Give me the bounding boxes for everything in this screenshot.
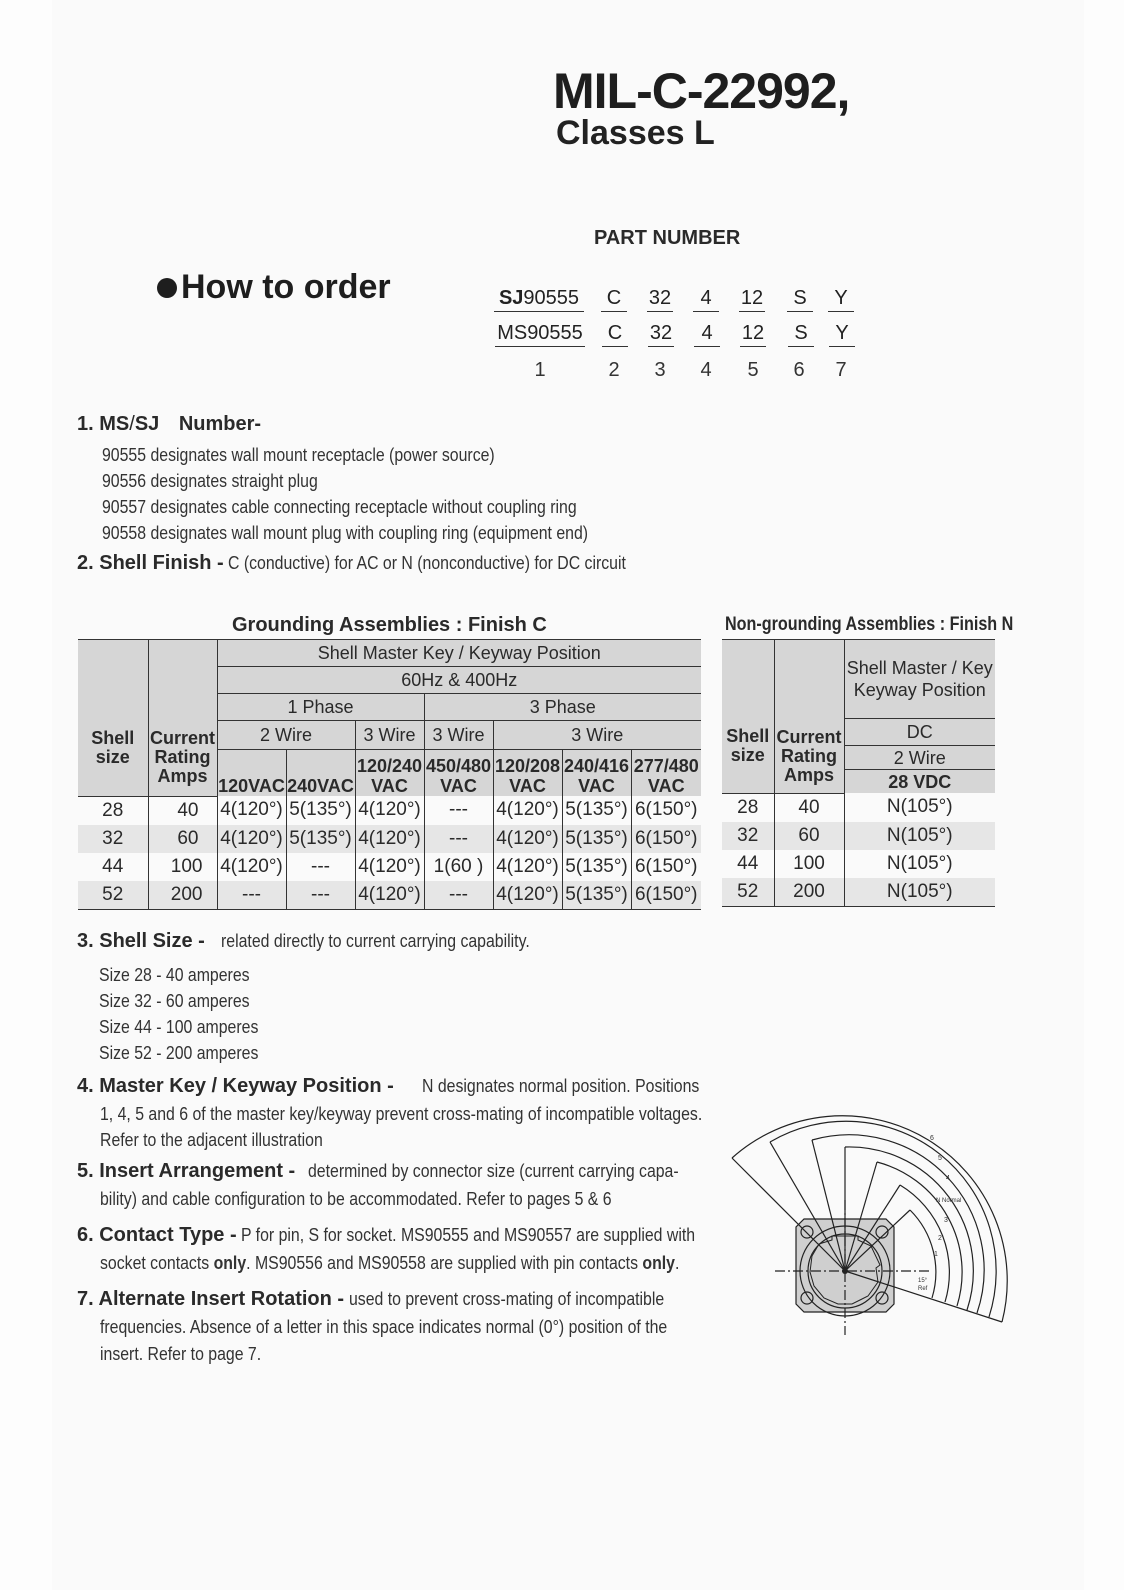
cell-value: 6(150°) — [631, 825, 701, 853]
header-text: Current — [776, 726, 842, 747]
cell-shell: 44 — [78, 853, 148, 881]
sj-number: 90555 — [523, 287, 580, 309]
section-5-text: determined by connector size (current carrying capa- — [307, 1161, 679, 1181]
header-text: Current — [149, 728, 215, 749]
header-key-position: Shell Master Key / Keyway Position — [217, 640, 701, 667]
section-2 — [77, 552, 680, 575]
header-voltage — [562, 750, 631, 797]
header-text: 277/480 — [633, 756, 699, 776]
section-number: 1. — [77, 413, 94, 435]
sj-bold: SJ — [498, 287, 524, 309]
section-5-line: bility) and cable configuration to be accommodated. Refer to pages 5 & 6 — [100, 1189, 612, 1209]
header-voltage — [286, 750, 355, 797]
section-6-heading: 6. Contact Type - — [77, 1224, 237, 1246]
header-text: 120VAC — [218, 776, 285, 796]
cell-value: 4(120°) — [493, 796, 562, 825]
header-shell-size — [722, 640, 774, 794]
position-label: 4 — [946, 1175, 950, 1182]
pn-index: 7 — [835, 359, 847, 381]
section-1-line: 90558 designates wall mount plug with coupling ring (equipment end) — [102, 523, 589, 543]
cell-value: --- — [286, 881, 355, 910]
table-row — [722, 793, 995, 822]
cell-value: 6(150°) — [631, 796, 701, 825]
pn-index: 5 — [747, 359, 759, 381]
section-7-line: frequencies. Absence of a letter in this space indicates normal (0°) position of the — [100, 1317, 668, 1337]
sj-label: SJ — [134, 413, 160, 435]
cell-value: 4(120°) — [355, 796, 424, 825]
table-row — [722, 822, 995, 850]
cell-amps: 100 — [774, 850, 844, 878]
emphasis: only — [642, 1253, 675, 1273]
cell-amps: 100 — [148, 853, 217, 881]
pn-field: 12 — [739, 287, 765, 312]
pn-field: Y — [828, 287, 854, 312]
pn-prefix-sj — [494, 287, 584, 312]
header-3-wire: 3 Wire — [493, 721, 701, 750]
header-text: 240VAC — [287, 776, 354, 796]
cell-value: N(105°) — [844, 793, 995, 822]
nongrounding-table — [722, 639, 995, 907]
mount-hole — [801, 1226, 813, 1238]
header-3-phase: 3 Phase — [424, 694, 701, 721]
cell-value: 4(120°) — [355, 853, 424, 881]
header-text: Keyway Position — [853, 680, 986, 700]
position-label: N Normal — [936, 1198, 962, 1204]
header-2-wire: 2 Wire — [217, 721, 355, 750]
section-1-line: 90556 designates straight plug — [102, 471, 318, 491]
position-label: 2 — [938, 1235, 942, 1242]
how-to-order-heading — [157, 268, 391, 307]
section-3 — [77, 930, 572, 953]
section-5-heading: 5. Insert Arrangement - — [77, 1160, 296, 1182]
pn-index: 6 — [793, 359, 805, 381]
header-voltage — [631, 750, 701, 797]
text: . — [674, 1253, 680, 1273]
section-1-heading — [77, 413, 261, 436]
cell-value: N(105°) — [844, 878, 995, 907]
cell-value: --- — [424, 881, 493, 910]
header-1-phase: 1 Phase — [217, 694, 424, 721]
pn-field: 12 — [740, 322, 766, 347]
header-text: size — [730, 745, 765, 766]
cell-value: 4(120°) — [217, 796, 286, 825]
mount-hole — [801, 1292, 813, 1304]
table-row — [722, 850, 995, 878]
section-4 — [77, 1075, 737, 1098]
section-4-line: Refer to the adjacent illustration — [100, 1130, 323, 1150]
section-7 — [77, 1288, 707, 1311]
header-text: 240/416 — [563, 756, 630, 776]
header-text: Rating — [781, 745, 837, 766]
position-label: 5 — [938, 1155, 942, 1162]
position-label: 6 — [930, 1135, 934, 1142]
cell-value: 4(120°) — [493, 853, 562, 881]
text: socket contacts — [100, 1253, 214, 1273]
section-7-line: insert. Refer to page 7. — [100, 1344, 262, 1364]
cell-value: 5(135°) — [286, 825, 355, 853]
cell-amps: 200 — [774, 878, 844, 907]
header-3-wire: 3 Wire — [355, 721, 424, 750]
cell-shell: 32 — [722, 822, 774, 850]
section-6-text: P for pin, S for socket. MS90555 and MS90557 are supplied with — [241, 1225, 696, 1245]
cell-value: 5(135°) — [562, 853, 631, 881]
header-text: size — [95, 746, 130, 767]
position-label: 1 — [934, 1251, 938, 1258]
header-text: Rating — [154, 747, 211, 768]
header-text: Amps — [783, 764, 834, 785]
grounding-table — [78, 639, 701, 910]
shell-size-line: Size 52 - 200 amperes — [99, 1043, 259, 1063]
section-1-line: 90557 designates cable connecting receptacle without coupling ring — [102, 497, 577, 517]
table-row — [78, 853, 701, 881]
arc-position-1 — [910, 1210, 936, 1298]
header-text: Amps — [157, 766, 208, 787]
section-4-line: 1, 4, 5 and 6 of the master key/keyway prevent cross-mating of incompatible voltages. — [100, 1104, 703, 1124]
cell-value: --- — [217, 881, 286, 910]
header-current-rating — [148, 640, 217, 797]
position-label: 3 — [944, 1217, 948, 1224]
cell-value: 6(150°) — [631, 853, 701, 881]
cell-value: 1(60 ) — [424, 853, 493, 881]
section-5 — [77, 1160, 729, 1183]
header-text: Shell Master / Key — [846, 658, 993, 678]
header-28vdc: 28 VDC — [844, 770, 995, 794]
cell-amps: 40 — [148, 796, 217, 825]
pn-index: 1 — [534, 359, 546, 381]
cell-value: 4(120°) — [493, 825, 562, 853]
cell-value: 5(135°) — [286, 796, 355, 825]
cell-amps: 60 — [148, 825, 217, 853]
header-key-position — [844, 640, 995, 719]
pn-field: S — [788, 322, 814, 347]
cell-shell: 32 — [78, 825, 148, 853]
header-text: VAC — [578, 776, 615, 796]
cell-value: 4(120°) — [493, 881, 562, 910]
pn-field: 4 — [693, 287, 719, 312]
header-shell-size — [78, 640, 148, 797]
pn-field: C — [601, 287, 627, 312]
header-current-rating — [774, 640, 844, 794]
bullet-icon — [157, 278, 177, 298]
header-3-wire: 3 Wire — [424, 721, 493, 750]
cell-value: 5(135°) — [562, 825, 631, 853]
pn-field: S — [787, 287, 813, 312]
part-number-label: PART NUMBER — [594, 227, 741, 249]
cell-value: 4(120°) — [355, 881, 424, 910]
cell-value: 4(120°) — [217, 825, 286, 853]
cell-value: --- — [424, 796, 493, 825]
header-2-wire: 2 Wire — [844, 746, 995, 770]
page-margin-right — [1084, 0, 1124, 1590]
ms-label: MS — [99, 413, 130, 435]
ref-angle-label: 15° — [918, 1278, 928, 1284]
header-text: VAC — [509, 776, 546, 796]
document-subtitle: Classes L — [556, 114, 715, 152]
center-point — [842, 1268, 848, 1274]
document-title: MIL-C-22992, — [553, 63, 850, 119]
cell-value: 5(135°) — [562, 881, 631, 910]
section-3-text: related directly to current carrying capability. — [221, 931, 531, 951]
section-6 — [77, 1224, 757, 1247]
cell-shell: 28 — [722, 793, 774, 822]
table-row — [722, 878, 995, 907]
header-text: VAC — [440, 776, 477, 796]
header-voltage — [424, 750, 493, 797]
cell-value: 6(150°) — [631, 881, 701, 910]
ref-label: Ref — [918, 1286, 928, 1292]
how-to-order-label: How to order — [181, 268, 391, 306]
section-4-heading: 4. Master Key / Keyway Position - — [77, 1075, 394, 1097]
section-7-text: used to prevent cross-mating of incompatible — [348, 1289, 664, 1309]
header-text: Shell — [91, 727, 135, 748]
section-2-text: C (conductive) for AC or N (nonconductive) for DC circuit — [228, 553, 627, 573]
page-margin-left — [0, 0, 52, 1590]
cell-value: N(105°) — [844, 850, 995, 878]
keyway-position-illustration — [720, 1060, 1020, 1340]
table-row — [78, 825, 701, 853]
header-dc: DC — [844, 719, 995, 746]
cell-value: --- — [424, 825, 493, 853]
header-text: VAC — [647, 776, 685, 796]
cell-value: --- — [286, 853, 355, 881]
text: . MS90556 and MS90558 are supplied with pin contacts — [246, 1253, 643, 1273]
grounding-table-caption: Grounding Assemblies : Finish C — [232, 614, 547, 636]
pn-field: 4 — [694, 322, 720, 347]
table-row — [78, 881, 701, 910]
section-7-heading: 7. Alternate Insert Rotation - — [77, 1288, 345, 1310]
header-voltage — [493, 750, 562, 797]
header-text: 450/480 — [425, 756, 492, 776]
section-3-heading: 3. Shell Size - — [77, 930, 205, 952]
pn-prefix-ms: MS90555 — [495, 322, 585, 347]
header-text: Shell — [726, 726, 770, 747]
cell-value: 4(120°) — [355, 825, 424, 853]
section-6-line — [100, 1253, 679, 1274]
cell-value: N(105°) — [844, 822, 995, 850]
pn-index: 3 — [654, 359, 666, 381]
pn-index: 4 — [700, 359, 712, 381]
header-text: 120/240 — [356, 756, 423, 776]
header-voltage — [355, 750, 424, 797]
nongrounding-table-caption: Non-grounding Assemblies : Finish N — [725, 614, 1014, 635]
shell-size-line: Size 28 - 40 amperes — [99, 965, 250, 985]
section-1-line: 90555 designates wall mount receptacle (power source) — [102, 445, 495, 465]
separator: / — [129, 413, 135, 435]
number-label: Number- — [178, 413, 262, 435]
pn-field: Y — [829, 322, 855, 347]
cell-amps: 60 — [774, 822, 844, 850]
section-4-text: N designates normal position. Positions — [422, 1076, 700, 1096]
section-2-heading: 2. Shell Finish - — [77, 552, 224, 574]
header-voltage — [217, 750, 286, 797]
cell-amps: 40 — [774, 793, 844, 822]
pn-field: 32 — [647, 287, 673, 312]
cell-shell: 28 — [78, 796, 148, 825]
cell-amps: 200 — [148, 881, 217, 910]
shell-size-line: Size 32 - 60 amperes — [99, 991, 250, 1011]
header-text: 120/208 — [494, 756, 561, 776]
cell-shell: 44 — [722, 850, 774, 878]
cell-value: 4(120°) — [217, 853, 286, 881]
shell-size-line: Size 44 - 100 amperes — [99, 1017, 259, 1037]
pn-field: 32 — [648, 322, 674, 347]
table-row — [78, 796, 701, 825]
pn-field: C — [602, 322, 628, 347]
cell-shell: 52 — [722, 878, 774, 907]
header-text: VAC — [371, 776, 408, 796]
emphasis: only — [213, 1253, 247, 1273]
header-frequency: 60Hz & 400Hz — [217, 667, 701, 694]
pn-index: 2 — [608, 359, 620, 381]
cell-value: 5(135°) — [562, 796, 631, 825]
cell-shell: 52 — [78, 881, 148, 910]
